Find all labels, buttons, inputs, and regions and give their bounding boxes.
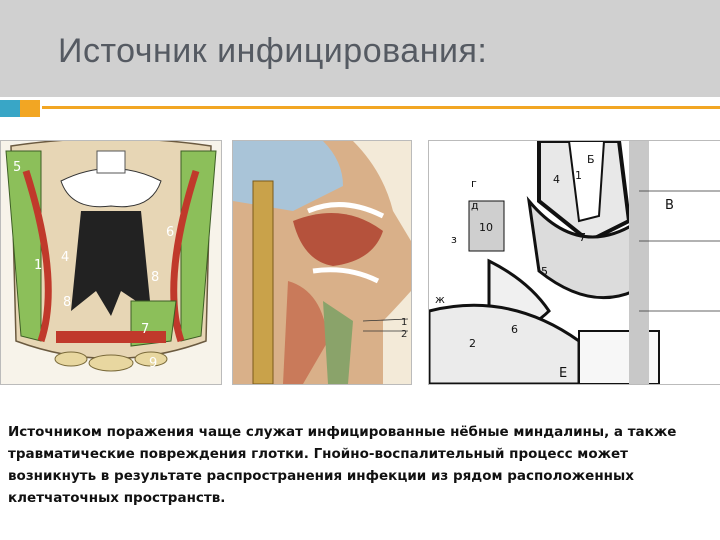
neck-cross-section-drawing [1, 141, 221, 384]
fig3-label: д [471, 199, 479, 212]
fig3-label: 5 [541, 265, 548, 278]
caption-line: клетчаточных пространств. [8, 490, 226, 506]
fig3-label: Б [587, 153, 595, 166]
fig3-label: 10 [479, 221, 493, 234]
sagittal-head-drawing [233, 141, 411, 384]
fig3-label: 1 [575, 169, 582, 182]
fig1-label: 4 [61, 250, 70, 265]
fig3-label: Е [559, 366, 568, 381]
caption-line: травматические повреждения глотки. Гнойно-воспалительный процесс может [8, 446, 629, 462]
sagittal-head-section-figure [232, 140, 412, 385]
caption-line: возникнуть в результате распространения инфекции из рядом расположенных [8, 468, 634, 484]
fig1-label: 1 [34, 258, 43, 273]
fig1-label: 9 [149, 356, 158, 371]
fig1-label: 8 [63, 295, 72, 310]
accent-divider-line [42, 106, 720, 109]
slide-caption [8, 421, 698, 509]
accent-square-teal [0, 100, 20, 117]
slide-title: Источник инфицирования: [58, 32, 488, 70]
fig1-label: 8 [151, 270, 160, 285]
fig3-label: 7 [579, 231, 586, 244]
fig1-label: 7 [141, 322, 150, 337]
fig3-label: 4 [553, 173, 560, 186]
parapharyngeal-space-schema-figure [428, 140, 720, 385]
fig3-label: 2 [469, 337, 476, 350]
neck-cross-section-figure [0, 140, 222, 385]
fig3-label: г [471, 177, 477, 190]
accent-square-orange [20, 100, 40, 117]
fig2-label: 2 [401, 329, 408, 340]
fig2-label: 1 [401, 317, 408, 328]
fig3-label: В [665, 198, 674, 213]
parapharyngeal-schema-drawing [429, 141, 720, 384]
fig3-label: ж [435, 293, 445, 306]
fig3-label: з [451, 233, 457, 246]
fig1-label: 5 [13, 160, 22, 175]
fig3-label: 6 [511, 323, 518, 336]
fig1-label: 6 [166, 225, 175, 240]
caption-line: Источником поражения чаще служат инфицированные нёбные миндалины, а также [8, 424, 677, 440]
